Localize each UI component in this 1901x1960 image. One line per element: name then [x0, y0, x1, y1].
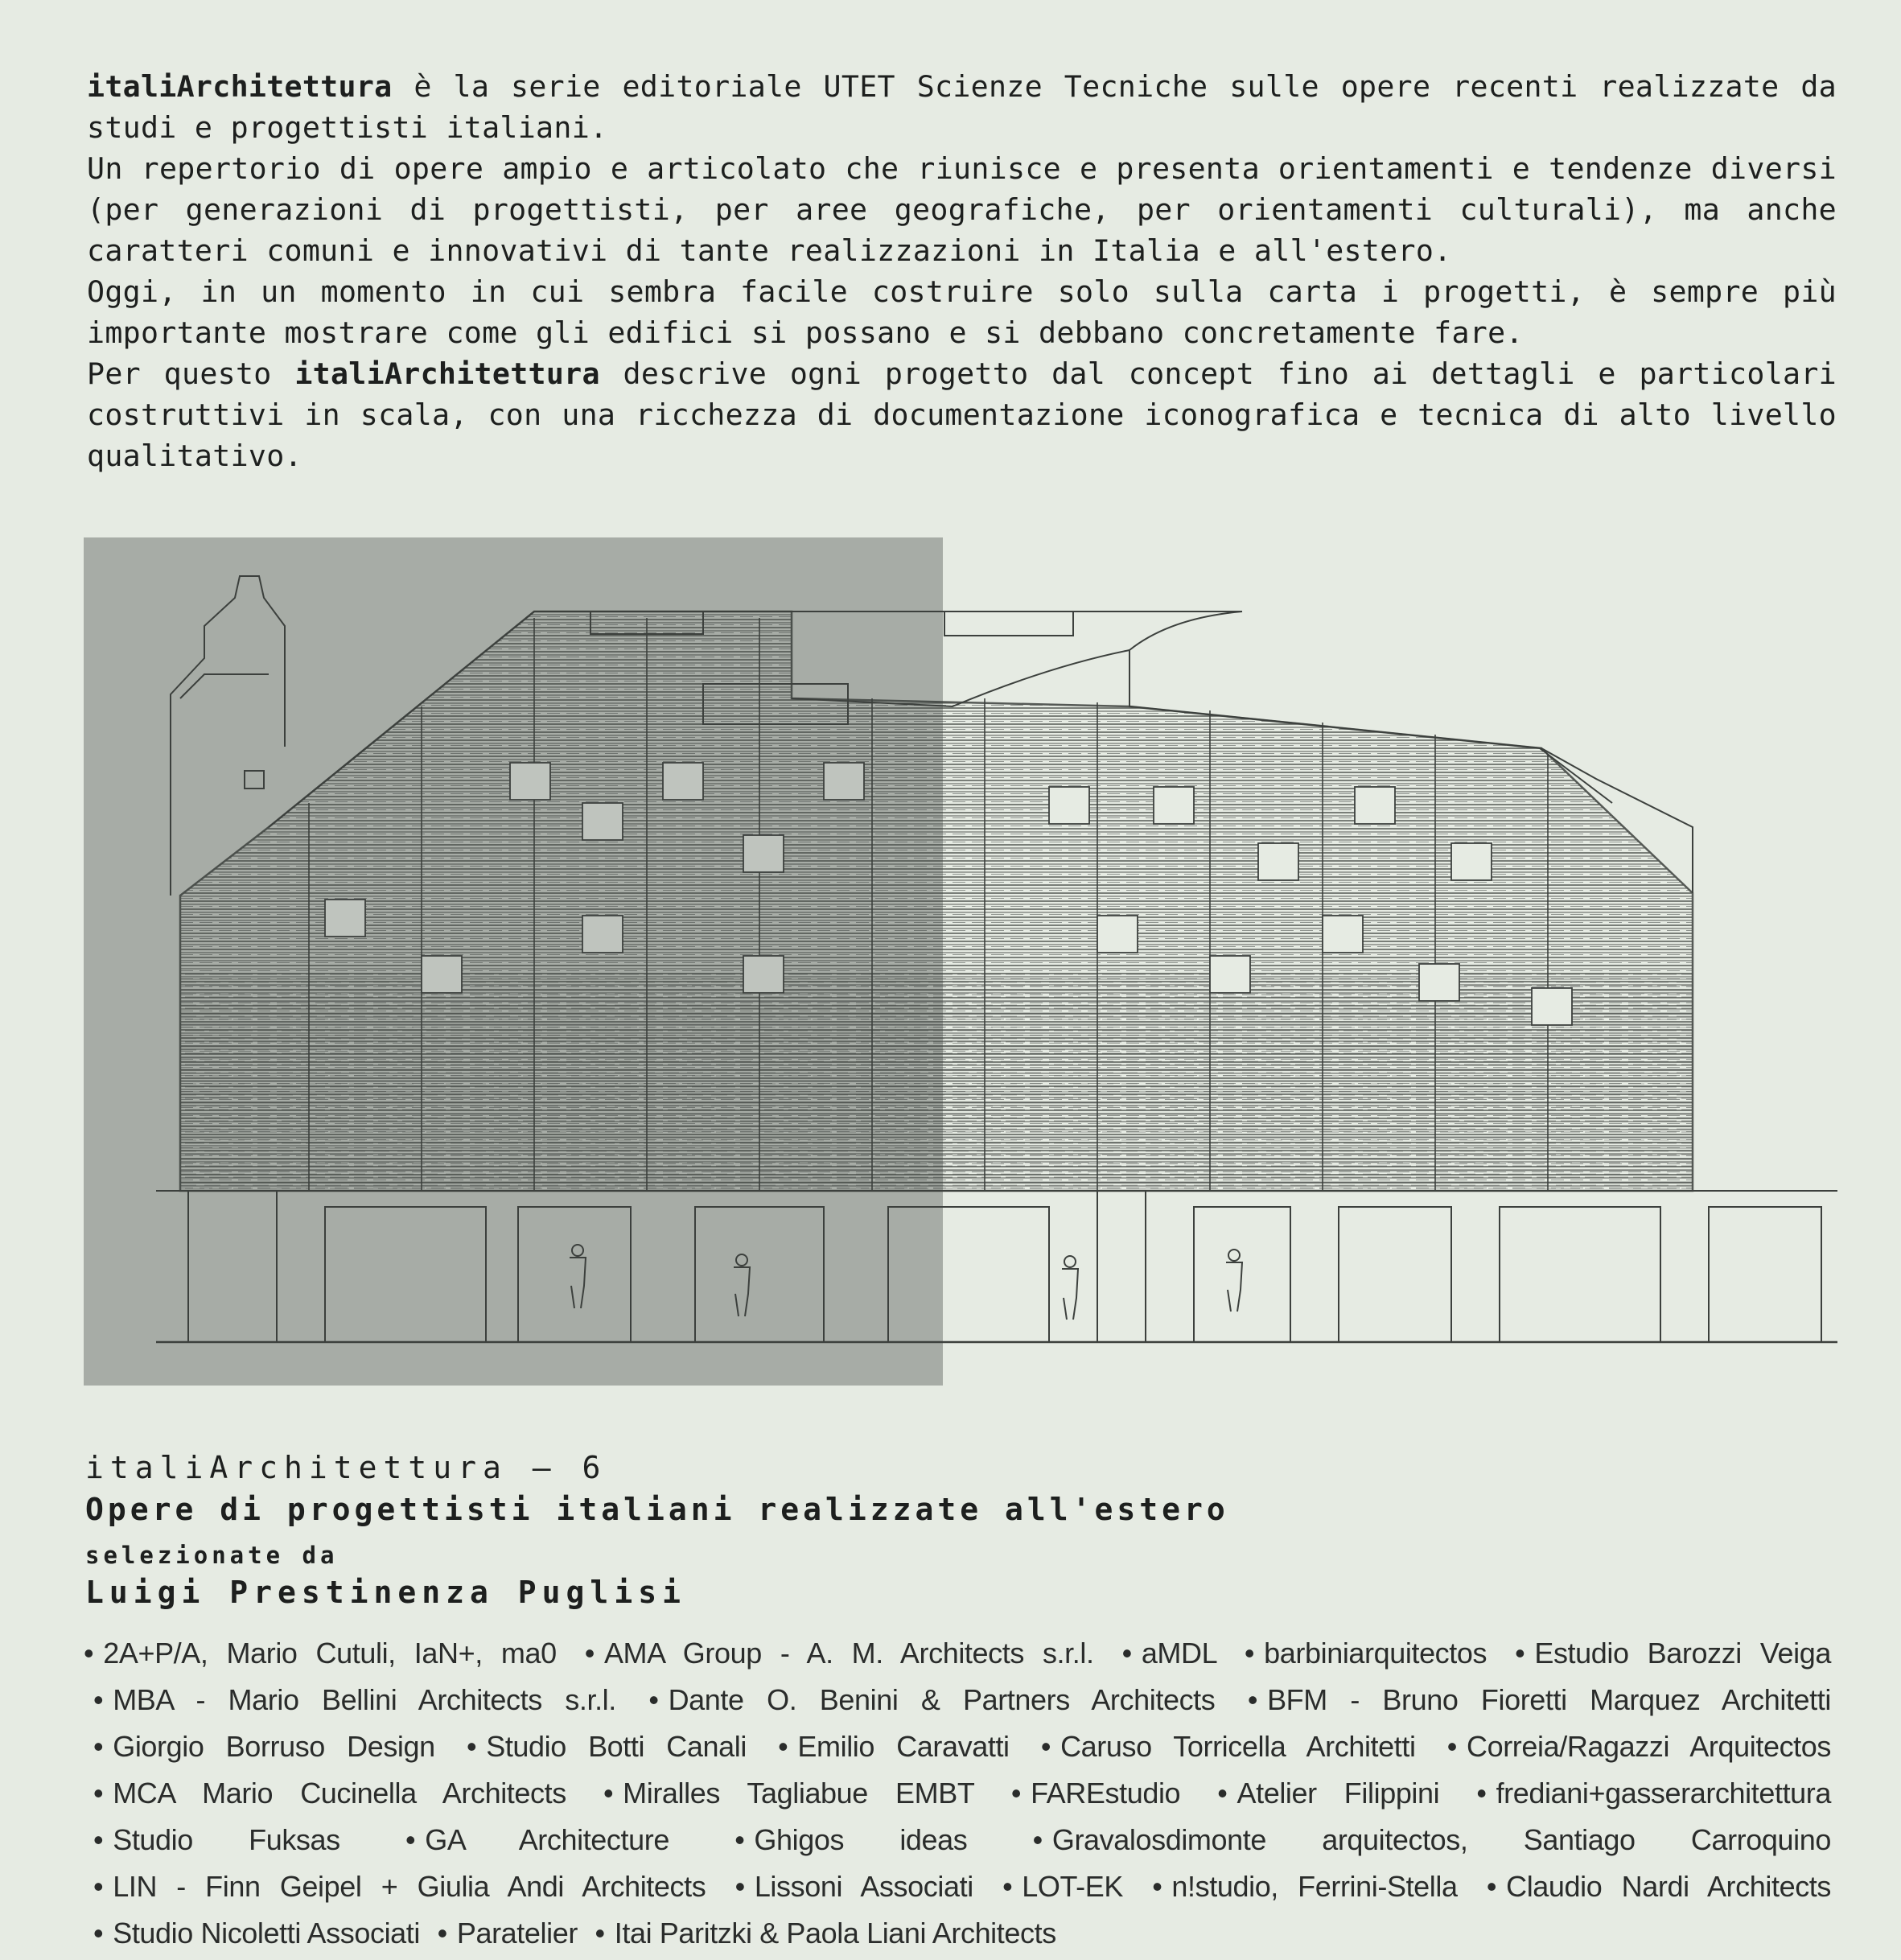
bullet-separator: • [1446, 1730, 1457, 1763]
studio-name: Paratelier [456, 1917, 578, 1950]
studio-name: Dante O. Benini & Partners Architects [668, 1683, 1216, 1716]
brand-name-inline: italiArchitettura [294, 356, 600, 391]
bullet-separator: • [734, 1870, 745, 1903]
selected-by-label: selezionate da [85, 1542, 339, 1569]
intro-p4-text: descrive ogni progetto dal concept fino ai dettagli e particolari costruttivi in scala, con una ricchezza di documentazione iconografica e tecnica di alto livello qualitativo. [87, 356, 1837, 473]
intro-p4-start: Per questo [87, 356, 295, 391]
studio-name: LIN - Finn Geipel + Giulia Andi Architects [113, 1870, 706, 1903]
series-block [85, 1447, 1453, 1612]
studio-name: barbiniarquitectos [1264, 1637, 1487, 1670]
studio-name: LOT-EK [1022, 1870, 1123, 1903]
bullet-separator: • [1247, 1683, 1258, 1716]
intro-paragraph-3: Oggi, in un momento in cui sembra facile costruire solo sulla carta i progetti, è sempre più importante mostrare come gli edifici si possano e si debbano concretamente fare. [87, 274, 1837, 350]
studio-name: FAREstudio [1031, 1777, 1181, 1810]
bullet-separator: • [1515, 1637, 1525, 1670]
studio-name: Studio Nicoletti Associati [113, 1917, 421, 1950]
studio-name: GA Architecture [425, 1823, 669, 1856]
series-title: italiArchitettura — 6 [85, 1450, 607, 1485]
bullet-separator: • [1032, 1823, 1043, 1856]
studio-name: Studio Fuksas [113, 1823, 340, 1856]
bullet-separator: • [93, 1730, 104, 1763]
studio-name: BFM - Bruno Fioretti Marquez Architetti [1267, 1683, 1831, 1716]
editor-name: Luigi Prestinenza Puglisi [85, 1575, 686, 1610]
intro-paragraph-2: Un repertorio di opere ampio e articolato che riunisce e presenta orientamenti e tendenze diversi (per generazioni di progettisti, per aree geografiche, per orientamenti culturali), ma anche caratteri comuni e innovativi di tante realizzazioni in Italia e all'estero. [87, 151, 1837, 268]
elevation-svg [84, 537, 1837, 1386]
bullet-separator: • [1476, 1777, 1487, 1810]
bullet-separator: • [93, 1917, 104, 1950]
studio-name: Lissoni Associati [754, 1870, 973, 1903]
bullet-separator: • [1010, 1777, 1022, 1810]
bullet-separator: • [1040, 1730, 1051, 1763]
bullet-separator: • [405, 1823, 416, 1856]
studio-name: Emilio Caravatti [797, 1730, 1010, 1763]
building-elevation-drawing [84, 537, 1837, 1386]
intro-p1-text: è la serie editoriale UTET Scienze Tecniche sulle opere recenti realizzate da studi e progettisti italiani. [87, 69, 1837, 145]
bullet-separator: • [437, 1917, 447, 1950]
studio-name: aMDL [1141, 1637, 1216, 1670]
studio-name: n!studio, Ferrini-Stella [1171, 1870, 1458, 1903]
studio-name: Correia/Ragazzi Arquitectos [1467, 1730, 1831, 1763]
studio-list [84, 1630, 1831, 1957]
studio-name: Caruso Torricella Architetti [1060, 1730, 1416, 1763]
studio-name: Estudio Barozzi Veiga [1534, 1637, 1831, 1670]
bullet-separator: • [1152, 1870, 1162, 1903]
studio-name: frediani+gasserarchitettura [1496, 1777, 1832, 1810]
studio-name: Miralles Tagliabue EMBT [623, 1777, 974, 1810]
bullet-separator: • [595, 1917, 605, 1950]
brand-name: italiArchitettura [87, 69, 393, 104]
facade-hatching-band [180, 972, 1693, 1191]
bullet-separator: • [93, 1777, 104, 1810]
bullet-separator: • [603, 1777, 614, 1810]
intro-text [87, 66, 1837, 476]
studio-name: Gravalosdimonte arquitectos, Santiago Carroquino [1051, 1823, 1831, 1856]
bullet-separator: • [1121, 1637, 1132, 1670]
studio-name: Itai Paritzki & Paola Liani Architects [614, 1917, 1056, 1950]
studio-name: MBA - Mario Bellini Architects s.r.l. [113, 1683, 616, 1716]
studio-name: 2A+P/A, Mario Cutuli, IaN+, ma0 [103, 1637, 557, 1670]
bullet-separator: • [1002, 1870, 1013, 1903]
bullet-separator: • [778, 1730, 788, 1763]
studio-name: MCA Mario Cucinella Architects [113, 1777, 566, 1810]
bullet-separator: • [93, 1823, 104, 1856]
intro-paragraph-4 [87, 353, 1837, 476]
intro-paragraph-1 [87, 66, 1837, 148]
studio-name: Ghigos ideas [754, 1823, 968, 1856]
bullet-separator: • [1217, 1777, 1228, 1810]
bullet-separator: • [93, 1683, 104, 1716]
bullet-separator: • [93, 1870, 104, 1903]
bullet-separator: • [466, 1730, 477, 1763]
bullet-separator: • [734, 1823, 745, 1856]
bullet-separator: • [1486, 1870, 1497, 1903]
bullet-separator: • [584, 1637, 595, 1670]
studio-name: AMA Group - A. M. Architects s.r.l. [603, 1637, 1094, 1670]
series-subtitle: Opere di progettisti italiani realizzate all'estero [85, 1492, 1229, 1527]
bullet-separator: • [648, 1683, 659, 1716]
studio-name: Giorgio Borruso Design [113, 1730, 435, 1763]
studio-name: Claudio Nardi Architects [1506, 1870, 1831, 1903]
studio-name: Studio Botti Canali [486, 1730, 747, 1763]
studio-name: Atelier Filippini [1236, 1777, 1440, 1810]
bullet-separator: • [84, 1637, 94, 1670]
bullet-separator: • [1244, 1637, 1255, 1670]
